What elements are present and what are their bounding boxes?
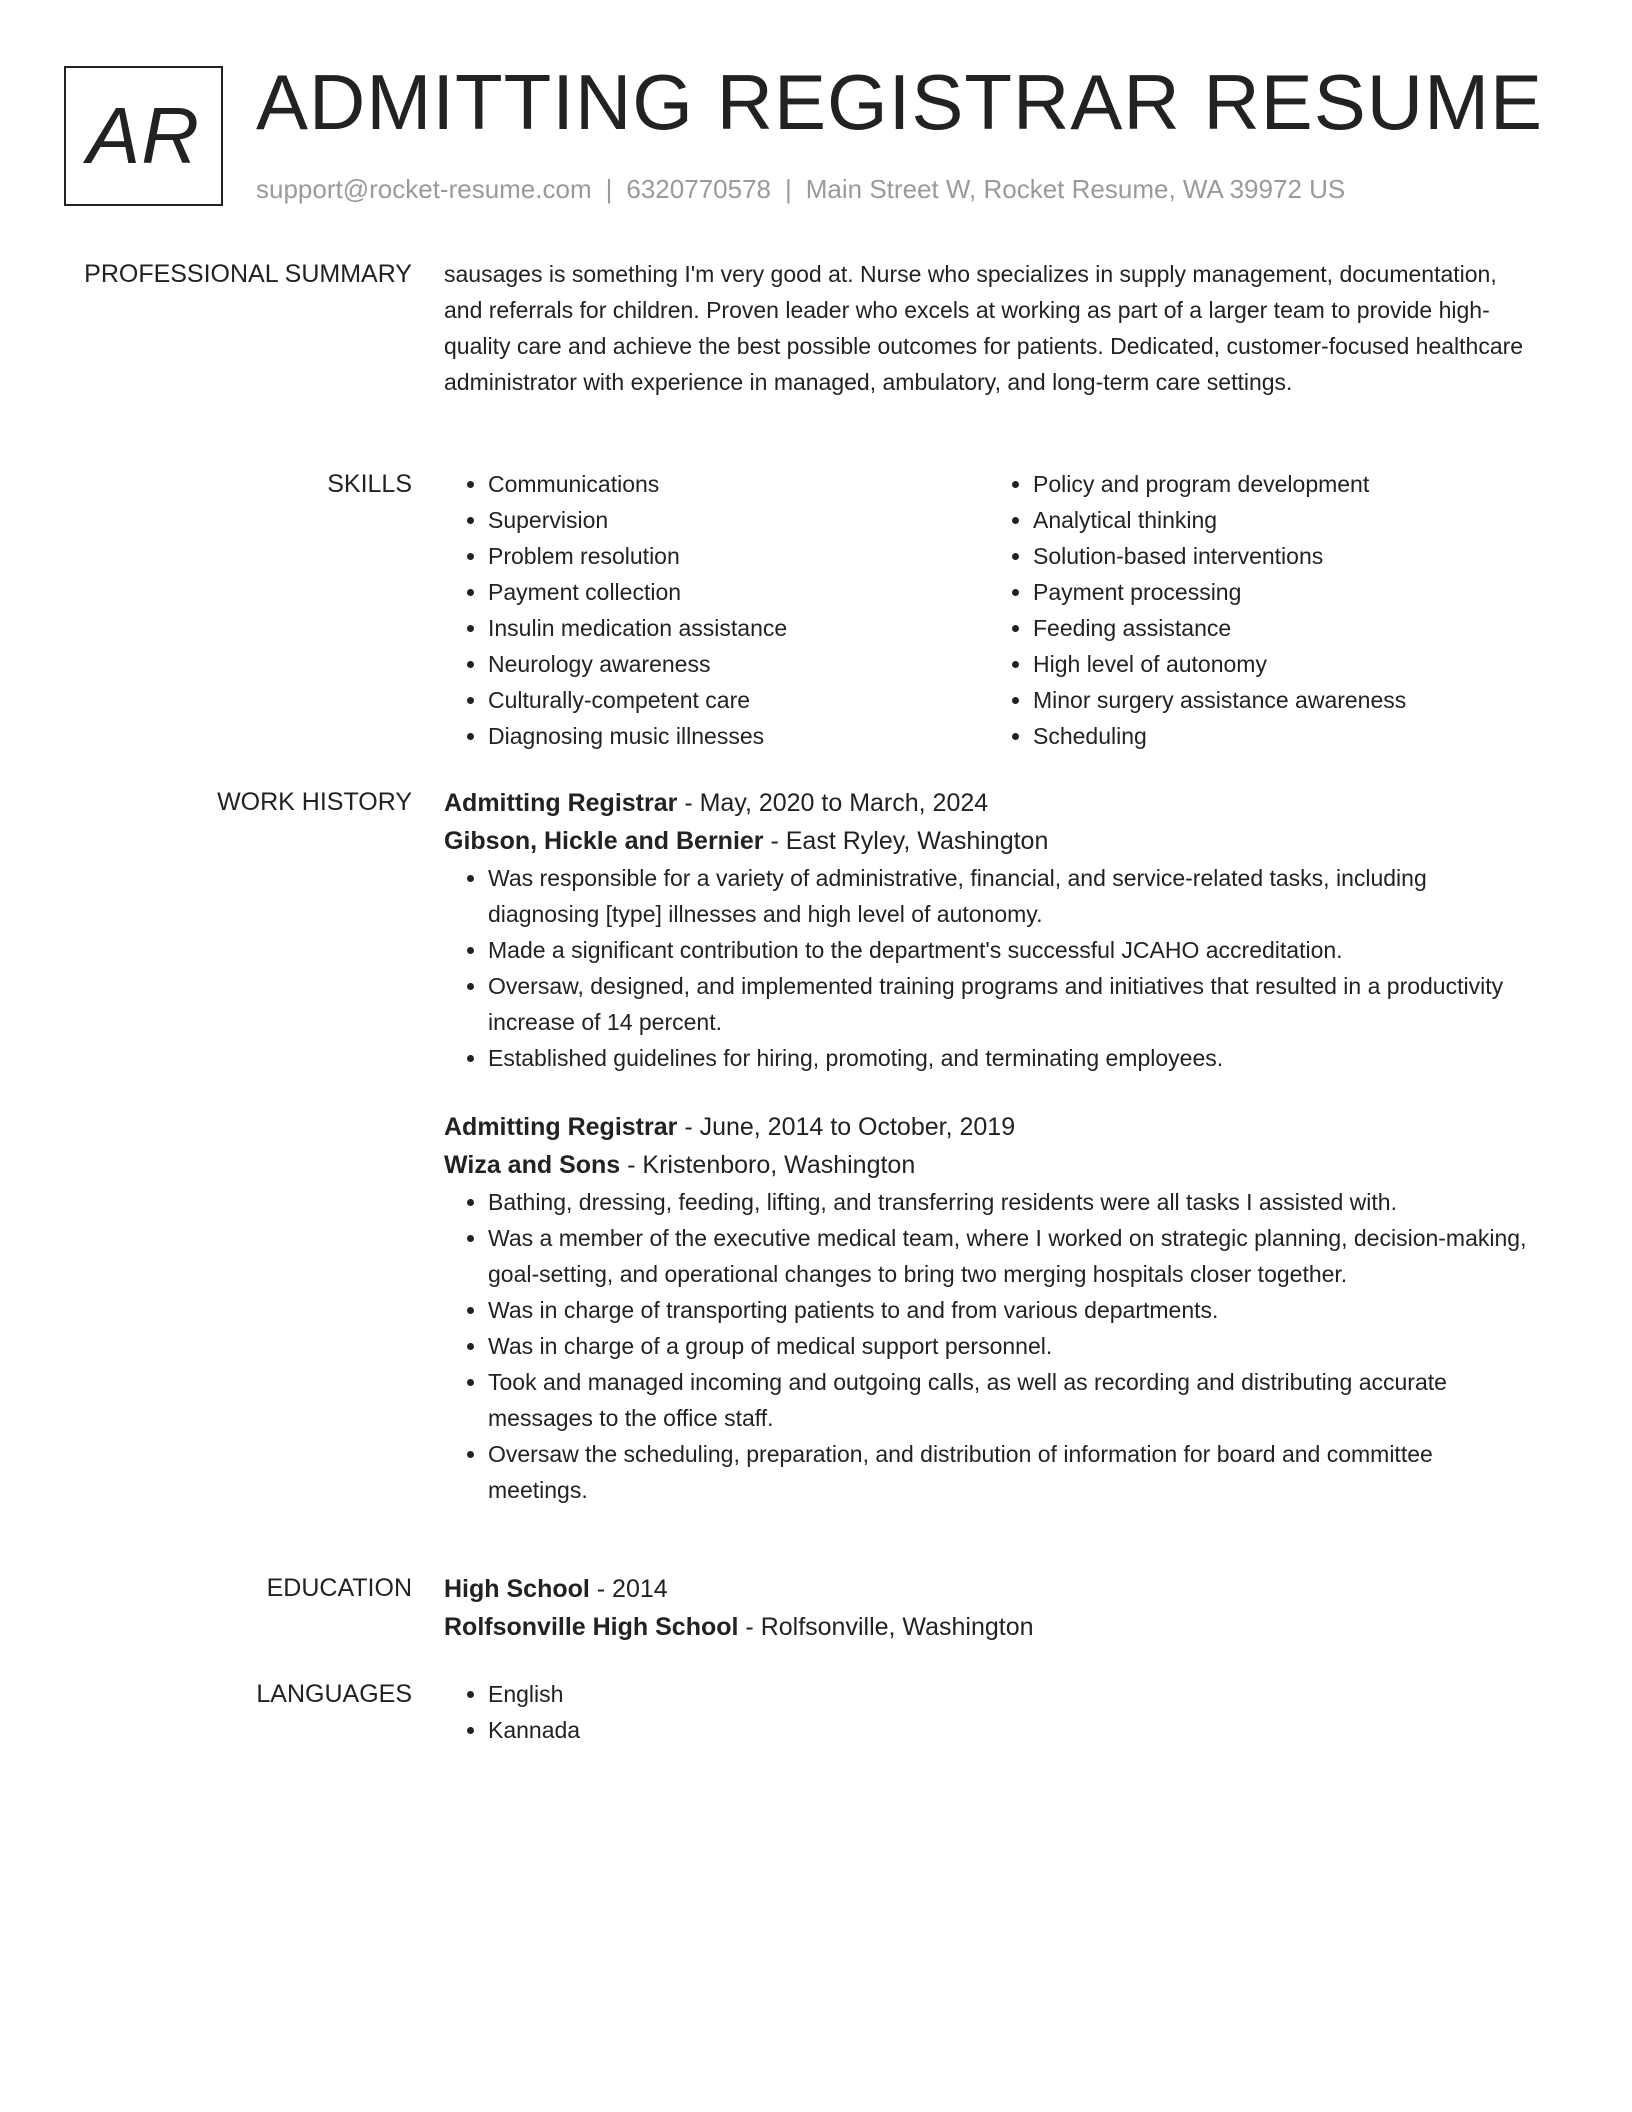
skill-item: • Insulin medication assistance xyxy=(488,610,989,646)
education-year: - 2014 xyxy=(596,1575,668,1603)
skills-label: SKILLS xyxy=(327,470,412,498)
job-bullet: • Oversaw, designed, and implemented training programs and initiatives that resulted in a productivity increase of 14 percent. xyxy=(488,968,1534,1040)
contact-line xyxy=(256,174,1345,205)
education-degree-line xyxy=(444,1570,1534,1608)
job-title-line xyxy=(444,1108,1534,1146)
job-title-line xyxy=(444,784,1534,822)
skills-list-left xyxy=(444,466,989,754)
job-company-line xyxy=(444,1146,1534,1184)
work-history-content xyxy=(444,784,1534,1540)
contact-separator: | xyxy=(605,174,613,204)
job-title: Admitting Registrar xyxy=(444,1113,678,1141)
job-bullets xyxy=(444,860,1534,1076)
resume-title: ADMITTING REGISTRAR RESUME xyxy=(256,58,1544,146)
skill-item: • Communications xyxy=(488,466,989,502)
skill-item: • Supervision xyxy=(488,502,989,538)
education-degree: High School xyxy=(444,1575,590,1603)
contact-phone[interactable]: 6320770578 xyxy=(626,174,771,204)
job-title: Admitting Registrar xyxy=(444,789,678,817)
job-entry xyxy=(444,1108,1534,1508)
skill-item: • Analytical thinking xyxy=(1033,502,1534,538)
skill-item: • Minor surgery assistance awareness xyxy=(1033,682,1534,718)
job-entry xyxy=(444,784,1534,1076)
education-label: EDUCATION xyxy=(266,1574,412,1602)
job-location: - East Ryley, Washington xyxy=(770,827,1049,855)
skill-item: • Scheduling xyxy=(1033,718,1534,754)
education-school: Rolfsonville High School xyxy=(444,1613,739,1641)
contact-address: Main Street W, Rocket Resume, WA 39972 US xyxy=(805,174,1346,204)
job-bullet: • Was in charge of a group of medical support personnel. xyxy=(488,1328,1534,1364)
job-bullet: • Was responsible for a variety of administrative, financial, and service-related tasks, including diagnosing [type] illnesses and high level of autonomy. xyxy=(488,860,1534,932)
job-dates: - May, 2020 to March, 2024 xyxy=(684,789,989,817)
job-bullet: • Bathing, dressing, feeding, lifting, and transferring residents were all tasks I assisted with. xyxy=(488,1184,1534,1220)
skill-item: • Feeding assistance xyxy=(1033,610,1534,646)
languages-list xyxy=(444,1676,1534,1748)
job-bullet: • Made a significant contribution to the department's successful JCAHO accreditation. xyxy=(488,932,1534,968)
skills-grid xyxy=(444,466,1534,754)
contact-email[interactable]: support@rocket-resume.com xyxy=(256,174,592,204)
summary-text: sausages is something I'm very good at. Nurse who specializes in supply management, documentation, and referrals for children. Proven leader who excels at working as part of a larger team to provide high-quality care and achieve the best possible outcomes for patients. Dedicated, customer-focused healthcare administrator with experience in managed, ambulatory, and long-term care settings. xyxy=(444,261,1524,395)
skill-item: • High level of autonomy xyxy=(1033,646,1534,682)
languages-label: LANGUAGES xyxy=(256,1680,412,1708)
education-school-line xyxy=(444,1608,1534,1646)
job-bullet: • Was in charge of transporting patients to and from various departments. xyxy=(488,1292,1534,1328)
languages-content xyxy=(444,1676,1534,1748)
skill-item: • Payment collection xyxy=(488,574,989,610)
skill-item: • Neurology awareness xyxy=(488,646,989,682)
language-item: • English xyxy=(488,1676,1534,1712)
skill-item: • Policy and program development xyxy=(1033,466,1534,502)
skill-item: • Culturally-competent care xyxy=(488,682,989,718)
job-company: Gibson, Hickle and Bernier xyxy=(444,827,764,855)
job-bullet: • Took and managed incoming and outgoing calls, as well as recording and distributing accurate messages to the office staff. xyxy=(488,1364,1534,1436)
job-company: Wiza and Sons xyxy=(444,1151,621,1179)
monogram-box xyxy=(64,66,223,206)
contact-separator: | xyxy=(785,174,792,204)
job-dates: - June, 2014 to October, 2019 xyxy=(684,1113,1016,1141)
summary-label: PROFESSIONAL SUMMARY xyxy=(84,260,412,288)
skill-item: • Payment processing xyxy=(1033,574,1534,610)
job-bullet: • Was a member of the executive medical team, where I worked on strategic planning, decision-making, goal-setting, and operational changes to bring two merging hospitals closer together. xyxy=(488,1220,1534,1292)
job-bullet: • Oversaw the scheduling, preparation, and distribution of information for board and committee meetings. xyxy=(488,1436,1534,1508)
language-item: • Kannada xyxy=(488,1712,1534,1748)
education-content xyxy=(444,1570,1534,1646)
job-bullets xyxy=(444,1184,1534,1508)
job-company-line xyxy=(444,822,1534,860)
job-location: - Kristenboro, Washington xyxy=(627,1151,916,1179)
work-history-label: WORK HISTORY xyxy=(217,788,412,816)
skills-content xyxy=(444,466,1534,754)
summary-content xyxy=(444,256,1534,400)
monogram-initials: AR xyxy=(86,91,201,180)
skill-item: • Solution-based interventions xyxy=(1033,538,1534,574)
skills-list-right xyxy=(989,466,1534,754)
skill-item: • Problem resolution xyxy=(488,538,989,574)
skill-item: • Diagnosing music illnesses xyxy=(488,718,989,754)
education-location: - Rolfsonville, Washington xyxy=(745,1613,1034,1641)
job-bullet: • Established guidelines for hiring, promoting, and terminating employees. xyxy=(488,1040,1534,1076)
